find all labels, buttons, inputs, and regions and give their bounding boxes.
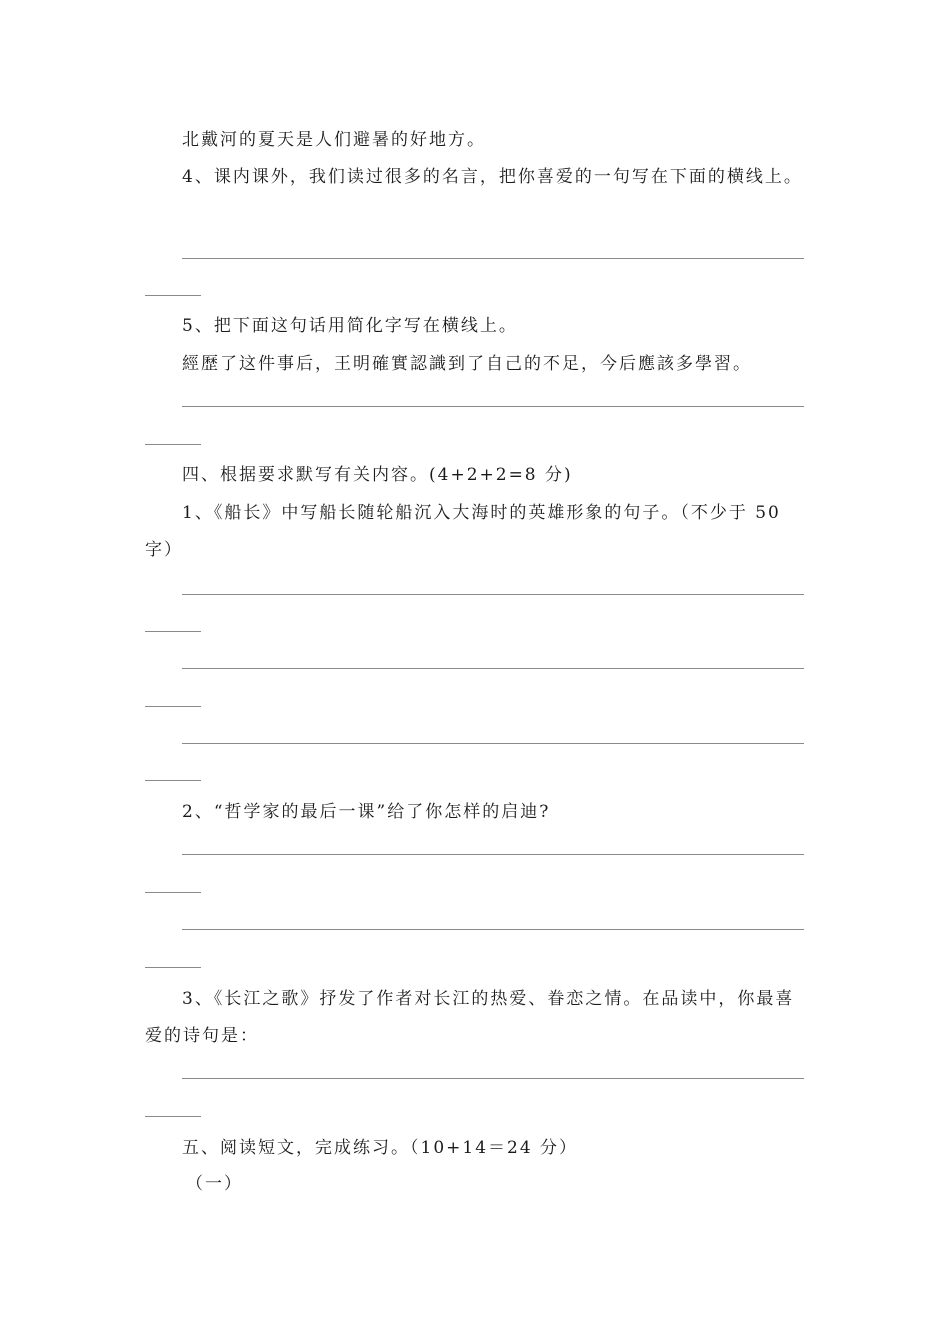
answer-line[interactable]: [182, 854, 804, 855]
answer-line[interactable]: [182, 406, 804, 407]
answer-line-tail: [145, 780, 201, 781]
answer-line-tail: [145, 444, 201, 445]
answer-line-tail: [145, 295, 201, 296]
answer-line-tail: [145, 1116, 201, 1117]
answer-line[interactable]: [182, 258, 804, 259]
answer-line[interactable]: [182, 1078, 804, 1079]
section-4-heading: 四、根据要求默写有关内容。(4+2+2=8 分): [182, 465, 573, 485]
section-4-question-1: 1、《船长》中写船长随轮船沉入大海时的英雄形象的句子。（不少于 50: [182, 503, 781, 523]
section-5-heading: 五、阅读短文，完成练习。（10+14＝24 分）: [182, 1138, 579, 1158]
answer-line-tail: [145, 631, 201, 632]
answer-line-tail: [145, 706, 201, 707]
traditional-sentence: 經歷了这件事后，王明確實認識到了自己的不足，今后應該多學習。: [182, 354, 752, 374]
sentence-text: 北戴河的夏天是人们避暑的好地方。: [182, 130, 486, 150]
answer-line[interactable]: [182, 743, 804, 744]
question-4: 4、课内课外，我们读过很多的名言，把你喜爱的一句写在下面的横线上。: [182, 167, 803, 187]
section-4-question-3-cont: 爱的诗句是：: [145, 1026, 259, 1046]
answer-line[interactable]: [182, 594, 804, 595]
answer-line[interactable]: [182, 929, 804, 930]
answer-line-tail: [145, 892, 201, 893]
subsection-1-label: （一）: [186, 1174, 243, 1194]
section-4-question-1-cont: 字）: [145, 540, 183, 560]
section-4-question-3: 3、《长江之歌》抒发了作者对长江的热爱、眷恋之情。在品读中，你最喜: [182, 989, 795, 1009]
question-5: 5、把下面这句话用简化字写在横线上。: [182, 316, 518, 336]
section-4-question-2: 2、“哲学家的最后一课”给了你怎样的启迪?: [182, 802, 551, 822]
answer-line[interactable]: [182, 668, 804, 669]
answer-line-tail: [145, 967, 201, 968]
